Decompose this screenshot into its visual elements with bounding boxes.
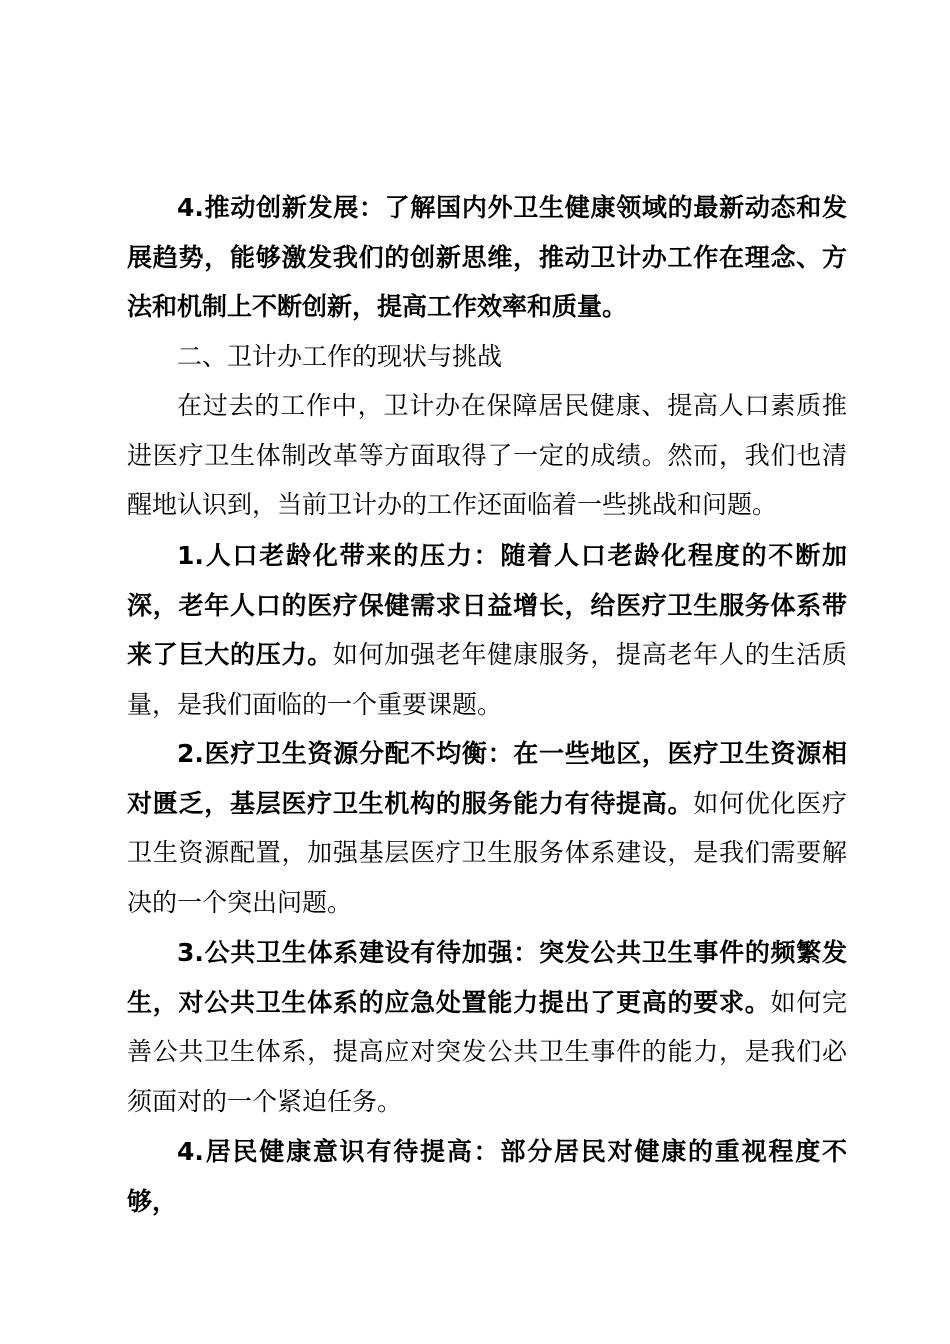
paragraph-bold-text: 1.人口老龄化带来的压力：随着人口老龄化程度的不断加深，老年人口的医疗保健需求日益增长，给医疗卫生服务体系带来了巨大的压力。 — [127, 541, 847, 670]
paragraph-health-awareness — [127, 1127, 847, 1226]
section-heading: 二、卫计办工作的现状与挑战 — [177, 342, 503, 371]
paragraph-public-health — [127, 928, 847, 1126]
paragraph-normal-text: 在过去的工作中，卫计办在保障居民健康、提高人口素质推进医疗卫生体制改革等方面取得了一定的成绩。然而，我们也清醒地认识到，当前卫计办的工作还面临着一些挑战和问题。 — [127, 391, 847, 520]
paragraph-normal-text: 如何完善公共卫生体系，提高应对突发公共卫生事件的能力，是我们必须面对的一个紧迫任务。 — [127, 987, 847, 1116]
paragraph-bold-text: 4.居民健康意识有待提高：部分居民对健康的重视程度不够， — [127, 1137, 847, 1216]
paragraph-innovation — [127, 183, 847, 332]
paragraph-normal-text: 如何加强老年健康服务，提高老年人的生活质量，是我们面临的一个重要课题。 — [127, 640, 847, 719]
paragraph-bold-text: 3.公共卫生体系建设有待加强：突发公共卫生事件的频繁发生，对公共卫生体系的应急处置能力提出了更高的要求。 — [127, 938, 847, 1017]
paragraph-aging — [127, 531, 847, 729]
paragraph-bold-text: 2.医疗卫生资源分配不均衡：在一些地区，医疗卫生资源相对匮乏，基层医疗卫生机构的服务能力有待提高。 — [127, 739, 847, 818]
paragraph-normal-text: 如何优化医疗卫生资源配置，加强基层医疗卫生服务体系建设，是我们需要解决的一个突出问题。 — [127, 788, 847, 917]
paragraph-resources — [127, 729, 847, 927]
paragraph-status-intro — [127, 381, 847, 530]
paragraph-bold-text: 4.推动创新发展：了解国内外卫生健康领域的最新动态和发展趋势，能够激发我们的创新思维，推动卫计办工作在理念、方法和机制上不断创新，提高工作效率和质量。 — [127, 193, 847, 322]
